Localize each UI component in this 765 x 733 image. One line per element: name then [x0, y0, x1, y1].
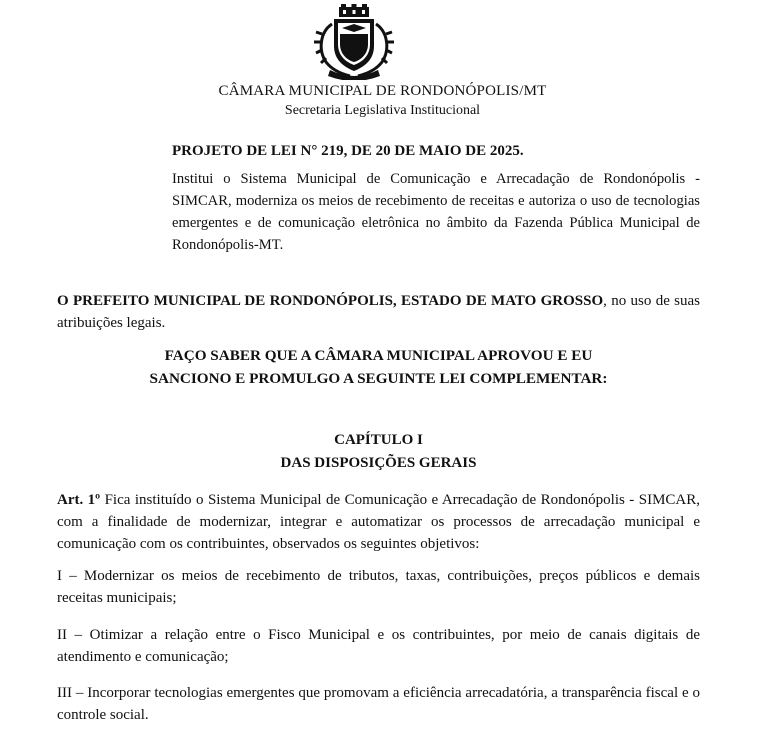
article-item-2: II – Otimizar a relação entre o Fisco Municipal e os contribuintes, por meio de canais digitais de atendimento e comunicação;: [57, 627, 700, 665]
secretariat-name: Secretaria Legislativa Institucional: [284, 103, 481, 118]
coat-of-arms-icon: [312, 4, 396, 80]
proclamation: [57, 344, 700, 390]
bill-title: PROJETO DE LEI N° 219, DE 20 DE MAIO DE 2025.: [172, 143, 524, 159]
proclamation-line-2: SANCIONO E PROMULGO A SEGUINTE LEI COMPLEMENTAR:: [149, 370, 608, 387]
article-1: [57, 489, 700, 555]
article-text: Fica instituído o Sistema Municipal de Comunicação e Arrecadação de Rondonópolis - SIMCAR, com a finalidade de modernizar, integrar e automatizar os processos de arrecadação municipal e comunicação com os contribuintes, observados os seguintes objetivos:: [57, 492, 700, 552]
article-item-1: I – Modernizar os meios de recebimento de tributos, taxas, contribuições, preços públicos e demais receitas municipais;: [57, 568, 700, 606]
article-item-3: III – Incorporar tecnologias emergentes que promovam a eficiência arrecadatória, a transparência fiscal e o controle social.: [57, 685, 700, 723]
article-label: Art. 1º: [57, 492, 101, 508]
chapter-number: CAPÍTULO I: [334, 432, 423, 448]
authority-clause: , no uso de suas atribuições legais.: [57, 293, 701, 331]
proclamation-line-1: FAÇO SABER QUE A CÂMARA MUNICIPAL APROVOU E EU: [164, 347, 593, 364]
authority-name: O PREFEITO MUNICIPAL DE RONDONÓPOLIS, ESTADO DE MATO GROSSO: [57, 293, 604, 309]
chapter-title: DAS DISPOSIÇÕES GERAIS: [280, 455, 477, 471]
preamble-authority: [57, 290, 700, 334]
chapter-heading: [57, 429, 700, 475]
bill-summary: Institui o Sistema Municipal de Comunicação e Arrecadação de Rondonópolis - SIMCAR, moderniza os meios de recebimento de receitas e autoriza o uso de tecnologias emergentes e de comunicação eletrônica no âmbito da Fazenda Pública Municipal de Rondonópolis-MT.: [172, 171, 700, 253]
chamber-name: CÂMARA MUNICIPAL DE RONDONÓPOLIS/MT: [218, 83, 547, 99]
